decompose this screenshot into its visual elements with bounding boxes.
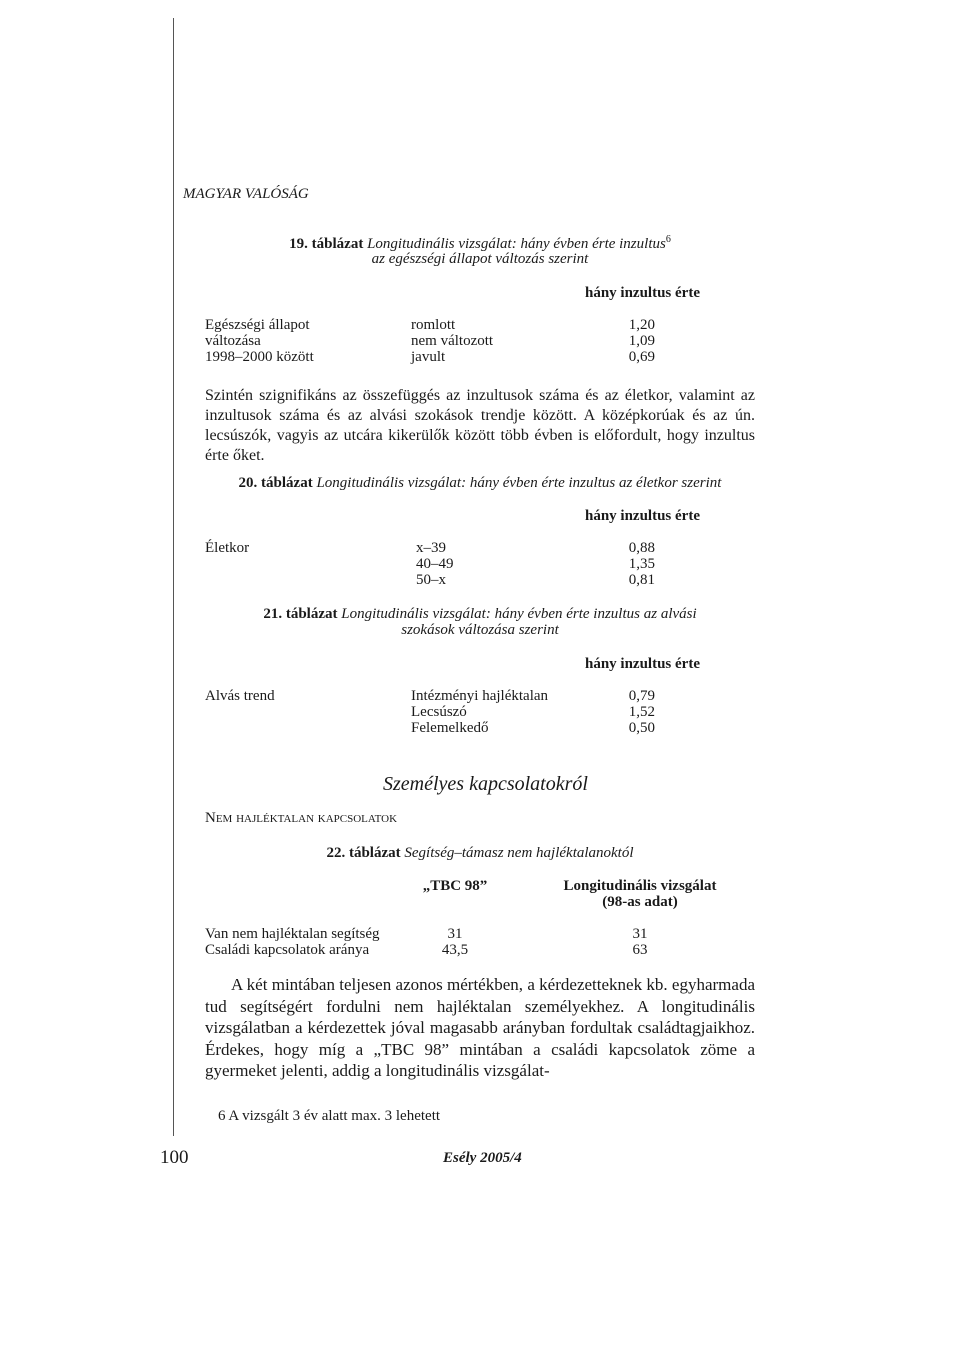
table22-long-value: 31 [632, 926, 648, 942]
table22-long-value: 63 [632, 942, 648, 958]
table20-value: 0,81 [628, 572, 655, 588]
table19-row-label-2: változása [205, 333, 261, 349]
paragraph-2: A két mintában teljesen azonos mértékben, a kérdezetteknek kb. egyharmada tud segítségért fordulni nem hajléktalan személyekhez. A longitudinális vizsgálatban a kérdezettek jóval magasabb arányban fordultak családtagjaikhoz. Érdekes, hogy míg a „TBC 98” mintában a családi kapcsolatok zöme a gyermeket jelenti, addig a longitudinális vizsgálat- [205, 975, 755, 1080]
table20-value: 1,35 [628, 556, 655, 572]
journal-footer: Esély 2005/4 [443, 1150, 522, 1166]
table19-row-label-1: Egészségi állapot [205, 317, 310, 333]
table19-value: 1,09 [628, 333, 655, 349]
table22-row-label: Van nem hajléktalan segítség [205, 926, 380, 942]
table22-col2-header-line2: (98-as adat) [602, 894, 678, 910]
table19-footnote-ref: 6 [665, 234, 671, 245]
section-title: Személyes kapcsolatokról [383, 773, 588, 795]
table20-number: 20. táblázat [238, 475, 313, 491]
table21-title-line2: szokások változása szerint [401, 622, 559, 638]
table21-category: Felemelkedő [411, 720, 489, 736]
table22-tbc-value: 31 [447, 926, 463, 942]
table19-number: 19. táblázat [289, 236, 364, 252]
table19-column-header: hány inzultus érte [584, 285, 700, 301]
table21-category: Intézményi hajléktalan [411, 688, 549, 704]
footnote: 6 A vizsgált 3 év alatt max. 3 lehetett [218, 1108, 441, 1124]
table21-category: Lecsúszó [411, 704, 467, 720]
table22-title: Segítség–támasz nem hajléktalanoktól [404, 845, 634, 861]
table19-category: romlott [411, 317, 456, 333]
table22-caption [205, 845, 755, 862]
table21-caption-line1 [205, 606, 755, 623]
table21-caption-line2 [205, 622, 755, 639]
running-head: MAGYAR VALÓSÁG [183, 186, 309, 202]
table22-tbc-value: 43,5 [441, 942, 469, 958]
table19-value: 1,20 [628, 317, 655, 333]
table22-col1-header: „TBC 98” [422, 878, 488, 894]
table22-number: 22. táblázat [326, 845, 401, 861]
table19-category: javult [411, 349, 446, 365]
table21-value: 0,50 [628, 720, 655, 736]
table19-title-line2: az egészségi állapot változás szerint [371, 251, 589, 267]
table20-row-label: Életkor [205, 540, 250, 556]
subsection-title: Nem hajléktalan kapcsolatok [205, 810, 398, 826]
table19-caption-line2 [205, 251, 755, 268]
table19-category: nem változott [411, 333, 494, 349]
table20-title: Longitudinális vizsgálat: hány évben érte inzultus az életkor szerint [316, 475, 722, 491]
table20-column-header: hány inzultus érte [584, 508, 700, 524]
table22-row-label: Családi kapcsolatok aránya [205, 942, 370, 958]
margin-rule [173, 18, 174, 1136]
table21-title-line1: Longitudinális vizsgálat: hány évben érte inzultus az alvási [341, 606, 697, 622]
page-number: 100 [160, 1147, 189, 1168]
paragraph-1: Szintén szignifikáns az összefüggés az inzultusok száma és az életkor, valamint az inzultusok száma és az alvási szokások trendje között. A középkorúak és az ún. lecsúszók, vagyis az utcára kikerülők között több évben is előfordult, hogy inzultus érte őket. [205, 387, 755, 464]
table20-caption [205, 475, 755, 492]
table19-value: 0,69 [628, 349, 655, 365]
table21-value: 1,52 [628, 704, 655, 720]
table19-title-line1: Longitudinális vizsgálat: hány évben érte inzultus [367, 236, 666, 252]
table21-value: 0,79 [628, 688, 655, 704]
table21-row-label: Alvás trend [205, 688, 275, 704]
table20-category: x–39 [416, 540, 446, 556]
table20-category: 50–x [416, 572, 446, 588]
table21-number: 21. táblázat [263, 606, 338, 622]
table21-column-header: hány inzultus érte [584, 656, 700, 672]
table19-row-label-3: 1998–2000 között [205, 349, 314, 365]
table20-value: 0,88 [628, 540, 655, 556]
table20-category: 40–49 [416, 556, 454, 572]
table22-col2-header-line1: Longitudinális vizsgálat [563, 878, 717, 894]
